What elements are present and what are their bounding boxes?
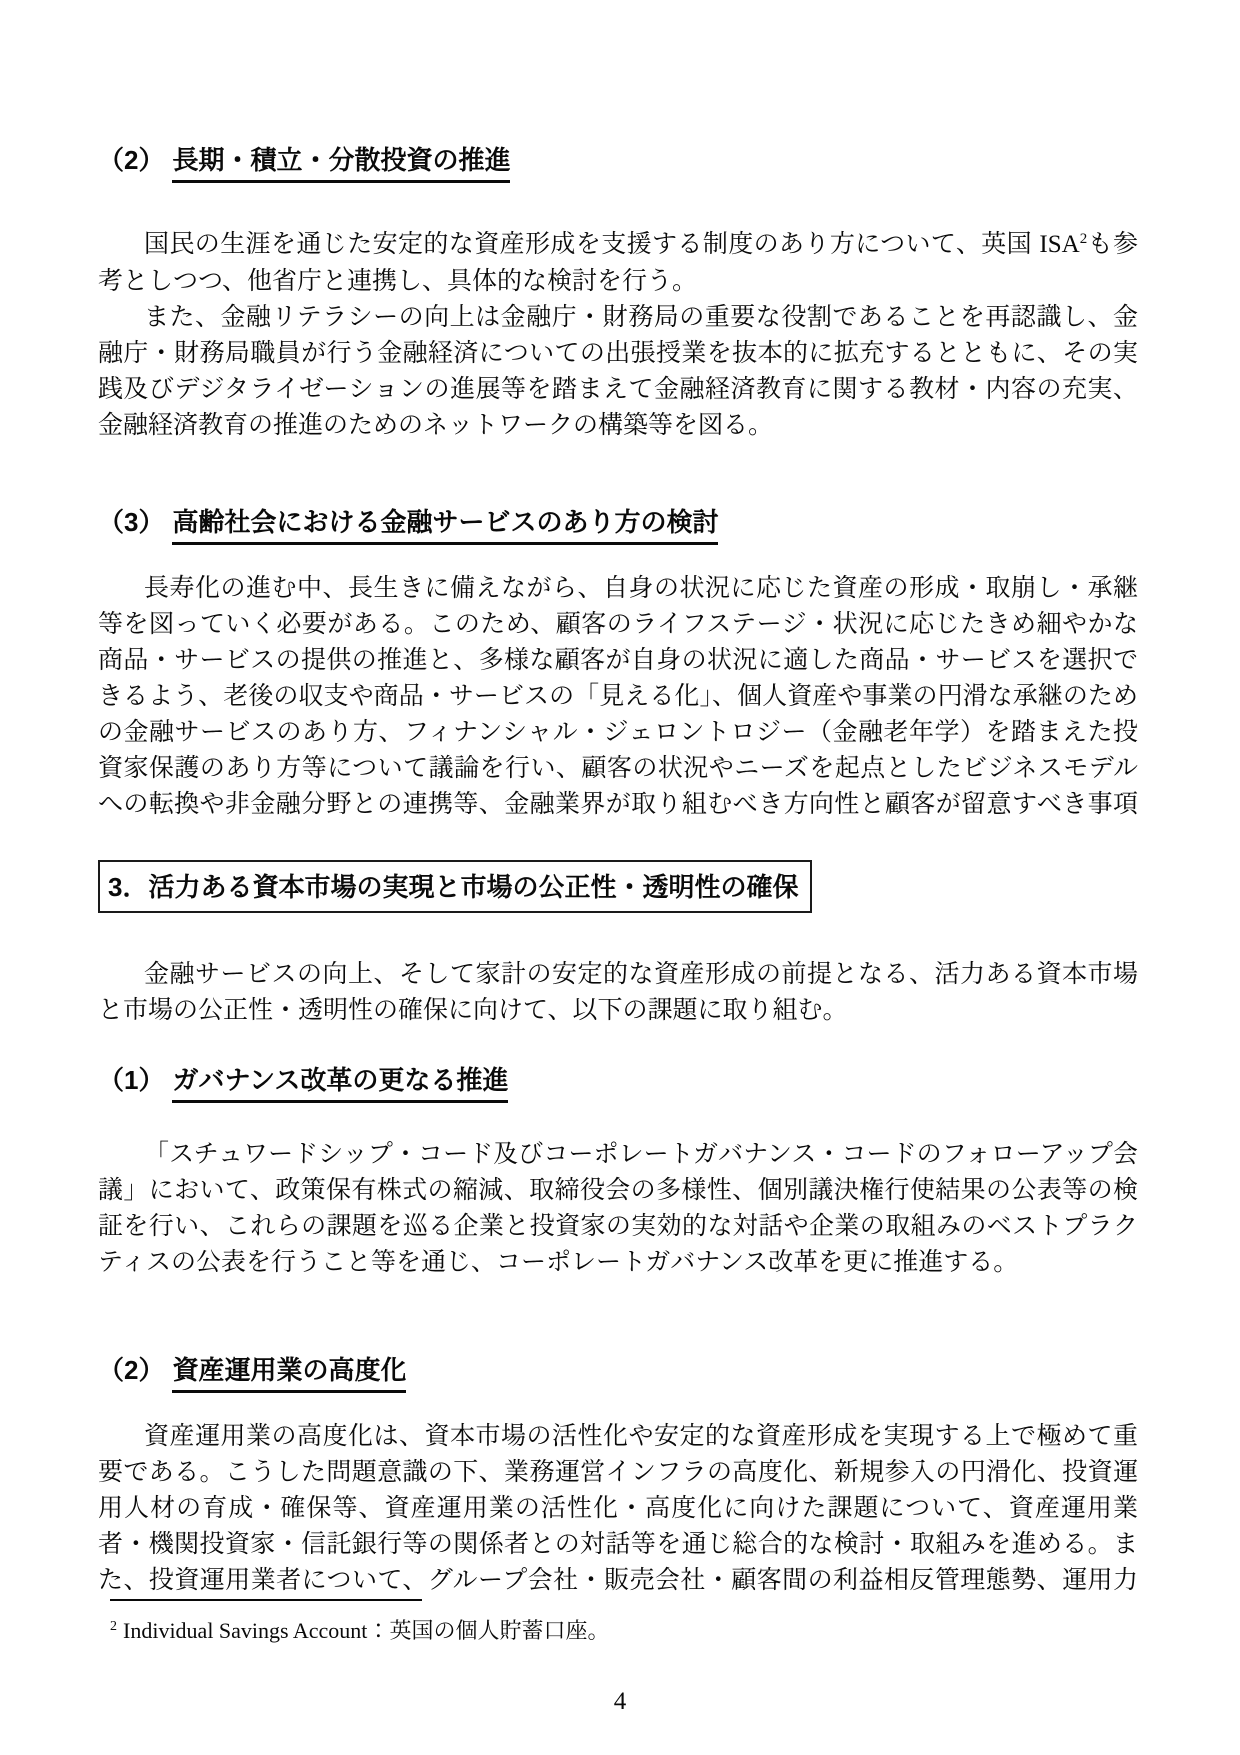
- paragraph-nisa-text: 国民の生涯を通じた安定的な資産形成を支援する制度のあり方について、英国: [144, 230, 1040, 258]
- paragraph-governance: [98, 1136, 1138, 1284]
- heading-title: ガバナンス改革の更なる推進: [172, 1065, 508, 1103]
- paragraph-governance-text: 「スチュワードシップ・コード及びコーポレートガバナンス・コードのフォローアップ会議」において、政策保有株式の縮減、取締役会の多様性、個別議決権行使結果の公表等の検証を行い、これらの課題を巡る企業と投資家の実効的な対話や企業の取組みのベストプラクティスの公表を行うこと等を通じ、コーポレートガバナンス改革を更に推進する。: [98, 1140, 1138, 1276]
- heading-title: 資産運用業の高度化: [172, 1355, 406, 1393]
- paragraph-nisa-text-after: も参考としつつ、他省庁と連携し、具体的な検討を行う。: [98, 230, 1138, 295]
- paragraph-capital-market-intro-text: 金融サービスの向上、そして家計の安定的な資産形成の前提となる、活力ある資本市場と市場の公正性・透明性の確保に向けて、以下の課題に取り組む。: [98, 960, 1138, 1024]
- paragraph-capital-market-intro: [98, 956, 1138, 1032]
- footnote-latin: Individual Savings Account: [123, 1618, 368, 1643]
- heading-governance-reform: [98, 1060, 1138, 1097]
- paragraph-asset-management-text: 資産運用業の高度化は、資本市場の活性化や安定的な資産形成を実現する上で極めて重要である。こうした問題意識の下、業務運営インフラの高度化、新規参入の円滑化、投資運用人材の育成・確保等、資産運用業の活性化・高度化に向けた課題について、資産運用業者・機関投資家・信託銀行等の関係者との対話等を通じ総合的な検討・取組みを進める。また、投資運用業者について、グループ会社・販売会社・顧客間の利益相反管理態勢、運用力: [98, 1422, 1138, 1594]
- heading-capital-market-boxed: 3．活力ある資本市場の実現と市場の公正性・透明性の確保: [98, 860, 812, 913]
- isa-label: ISA: [1039, 231, 1080, 258]
- page-number: 4: [613, 1688, 627, 1715]
- footnote: [110, 1612, 1130, 1646]
- heading-asset-management: [98, 1350, 1138, 1387]
- footnote-ja: 英国の個人貯蓄口座。: [389, 1618, 610, 1643]
- paragraph-nisa: [98, 226, 1138, 299]
- heading-long-term-investment: [98, 140, 1138, 177]
- heading-title: 長期・積立・分散投資の推進: [172, 145, 510, 183]
- footnote-marker: 2: [110, 1619, 117, 1634]
- paragraph-group-investment: [98, 226, 1138, 448]
- heading-number: （2）: [98, 1355, 165, 1385]
- footnote-reference: 2: [1079, 231, 1088, 247]
- paragraph-literacy: また、金融リテラシーの向上は金融庁・財務局の重要な役割であることを再認識し、金融庁・財務局職員が行う金融経済についての出張授業を抜本的に拡充するとともに、その実践及びデジタライゼーションの進展等を踏まえて金融経済教育に関する教材・内容の充実、金融経済教育の推進のためのネットワークの構築等を図る。: [98, 303, 1138, 439]
- footnote-separator-rule: [110, 1599, 422, 1601]
- heading-aging-society: [98, 502, 1138, 539]
- paragraph-aging-text: 長寿化の進む中、長生きに備えながら、自身の状況に応じた資産の形成・取崩し・承継等を図っていく必要がある。このため、顧客のライフステージ・状況に応じたきめ細やかな商品・サービスの提供の推進と、多様な顧客が自身の状況に適した商品・サービスを選択できるよう、老後の収支や商品・サービスの「見える化」、個人資産や事業の円滑な承継のための金融サービスのあり方、フィナンシャル・ジェロントロジー（金融老年学）を踏まえた投資家保護のあり方等について議論を行い、顧客の状況やニーズを起点としたビジネスモデルへの転換や非金融分野との連携等、金融業界が取り組むべき方向性と顧客が留意すべき事項: [98, 574, 1138, 818]
- footnote-separator: ：: [367, 1618, 390, 1643]
- heading-title: 高齢社会における金融サービスのあり方の検討: [172, 507, 718, 545]
- heading-number: （3）: [98, 507, 165, 537]
- paragraph-asset-management: [98, 1418, 1138, 1600]
- heading-number: （1）: [98, 1065, 165, 1095]
- heading-number: （2）: [98, 145, 165, 175]
- paragraph-aging: [98, 570, 1138, 826]
